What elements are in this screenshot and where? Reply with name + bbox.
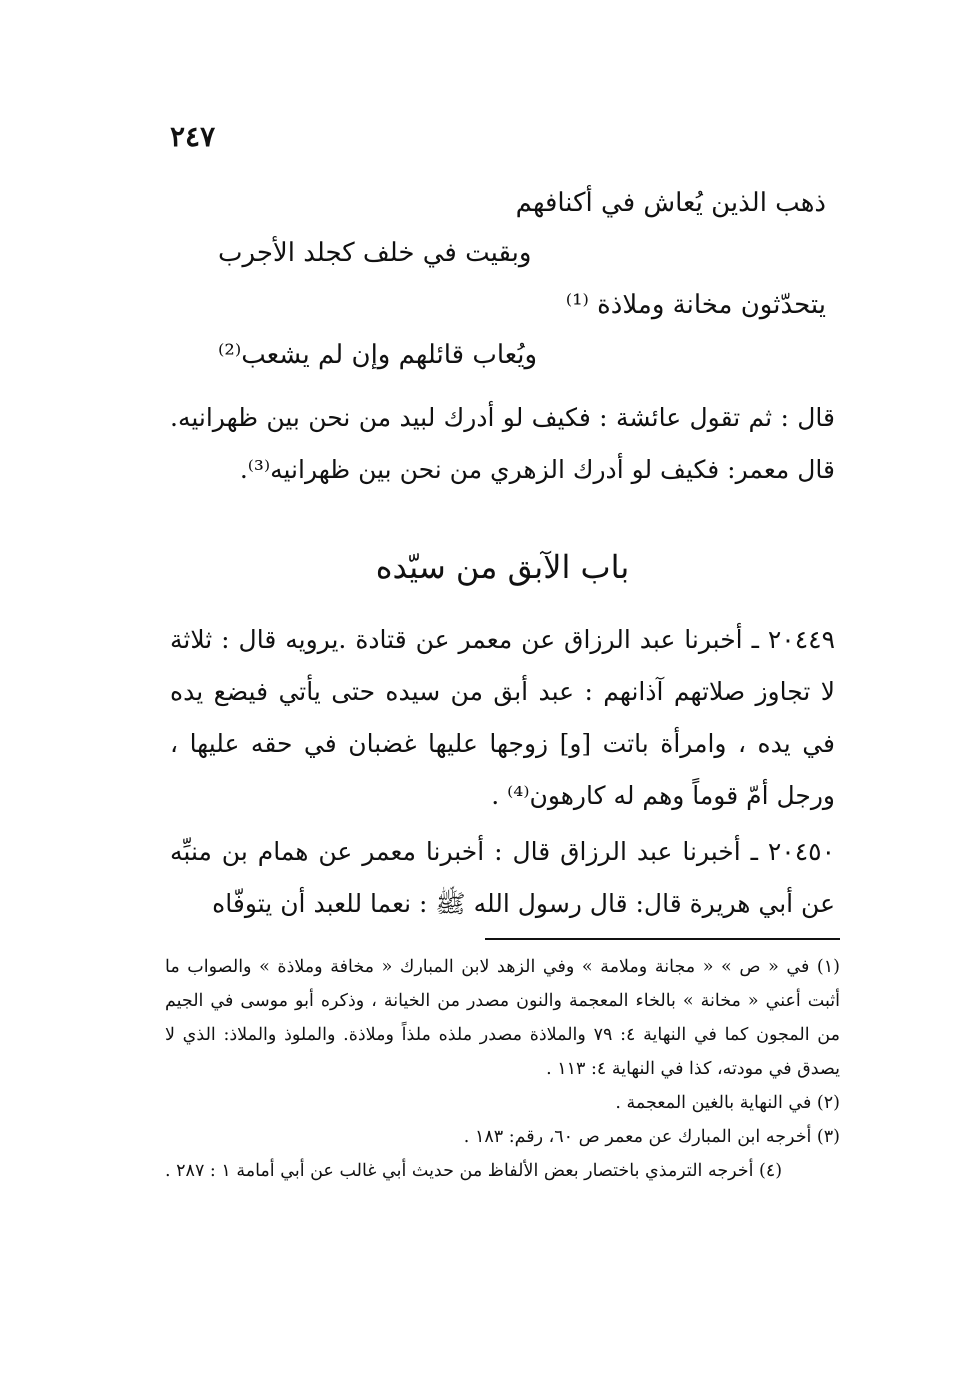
footnote-2: (٢) في النهاية بالغين المعجمة . [615, 1093, 840, 1113]
page-number: ٢٤٧ [170, 120, 216, 153]
hadith-20450: ٢٠٤٥٠ ـ أخبرنا عبد الرزاق قال : أخبرنا معمر عن همام بن منبِّه عن أبي هريرة قال: قال رسول الله ﷺ : نعما للعبد أن يتوفّاه [170, 837, 835, 918]
paragraph-aisha-quote: قال : ثم تقول عائشة : فكيف لو أدرك لبيد من نحن بين ظهرانيه. قال معمر: فكيف لو أدرك الزهري من نحن بين ظهرانيه⁽³⁾. [170, 403, 835, 484]
footnote-1: (١) في « ص » « مجانة وملامة » وفي الزهد لابن المبارك « مخافة وملاذة » والصواب ما أثبت أعني « مخانة » بالخاء المعجمة والنون مصدر من الخيانة ، وذكره أبو موسى في الجيم من المجون كما في النهاية ٤: ٧٩ والملاذة مصدر ملذه ملذاً وملاذة. والملوذ والملاذ: الذي لا يصدق في مودته، كذا في النهاية ٤: ١١٣ . [165, 957, 840, 1079]
verse-line-2: وبقيت في خلف كجلد الأجرب [218, 238, 532, 268]
verse-line-1: ذهب الذين يُعاش في أكنافهم [515, 188, 826, 218]
section-heading: باب الآبق من سيّده [375, 548, 630, 586]
verse-line-4: ويُعاب قائلهم وإن لم يشعب⁽²⁾ [218, 340, 538, 370]
footnote-3: (٣) أخرجه ابن المبارك عن معمر ص ٦٠، رقم: ١٨٣ . [463, 1127, 840, 1147]
footnote-4: (٤) أخرجه الترمذي باختصار بعض الألفاظ من حديث أبي غالب عن أبي أمامة ١ : ٢٨٧ . [165, 1161, 783, 1181]
footnote-separator [485, 938, 840, 940]
footnotes [165, 950, 840, 1188]
verse-line-3: يتحدّثون مخانة وملاذة ⁽¹⁾ [565, 290, 826, 320]
hadith-20449: ٢٠٤٤٩ ـ أخبرنا عبد الرزاق عن معمر عن قتادة .يرويه قال : ثلاثة لا تجاوز صلاتهم آذانهم : عبد أبق من سيده حتى يأتي فيضع يده في يده ، وامرأة باتت [و] زوجها عليها غضبان في حقه عليها ، ورجل أمّ قوماً وهم له كارهون⁽⁴⁾ . [170, 625, 835, 810]
